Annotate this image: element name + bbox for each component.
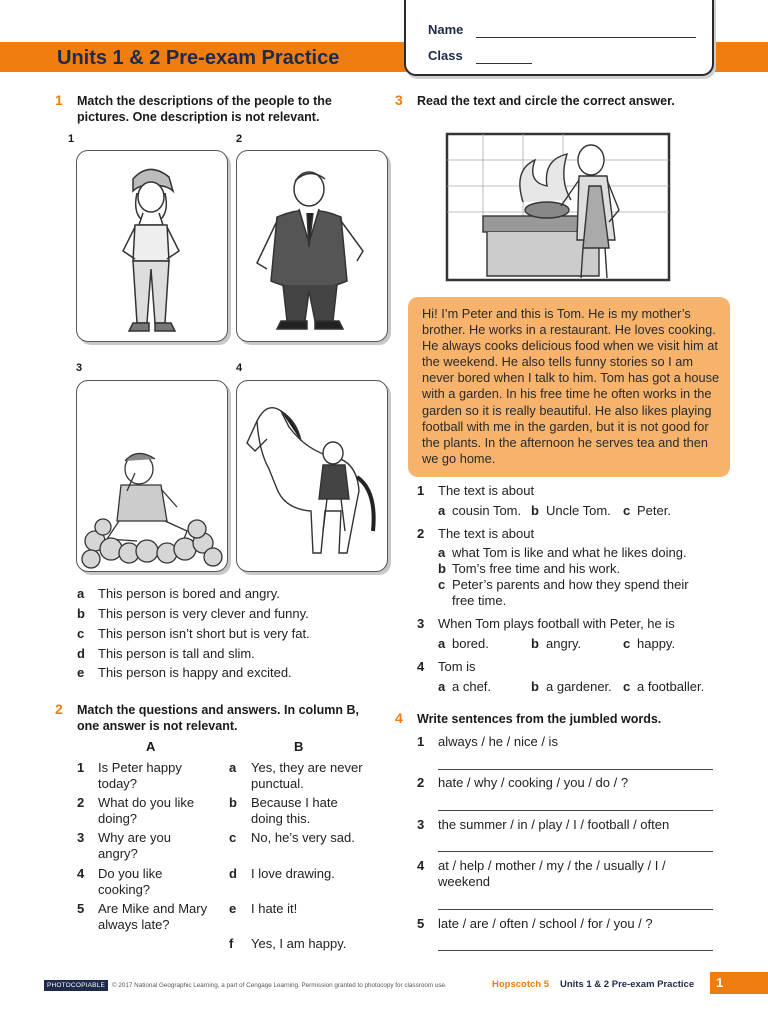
- ex4-number: 4: [395, 710, 403, 726]
- answer-letter: c: [229, 830, 237, 845]
- ex3-instruction: Read the text and circle the correct answer.: [417, 94, 675, 108]
- answer-text: Yes, I am happy.: [251, 936, 347, 951]
- option-text[interactable]: angry.: [546, 636, 582, 651]
- item-number: 5: [417, 916, 425, 931]
- ex1-instruction: Match the descriptions of the people to the pictures. One description is not relevant.: [77, 94, 332, 124]
- question-text: Do you like cooking?: [98, 866, 163, 897]
- answer-letter: a: [229, 760, 237, 775]
- ex2-instruction: Match the questions and answers. In column B, one answer is not relevant.: [77, 703, 359, 733]
- class-field[interactable]: [476, 62, 532, 64]
- answer-line[interactable]: [438, 768, 713, 770]
- question-stem: The text is about: [438, 526, 535, 541]
- answer-letter: f: [229, 936, 234, 951]
- picture-4-horse-and-boy: [236, 380, 388, 572]
- question-number: 4: [77, 866, 85, 881]
- question-text: What do you like doing?: [98, 795, 195, 826]
- option-letter[interactable]: a: [438, 679, 446, 694]
- question-number: 2: [417, 526, 425, 541]
- item-number: 1: [417, 734, 425, 749]
- answer-text: I love drawing.: [251, 866, 335, 881]
- option-letter: c: [77, 626, 85, 641]
- answer-line[interactable]: [438, 850, 713, 852]
- item-number: 3: [417, 817, 425, 832]
- option-text[interactable]: Peter’s parents and how they spend their free time.: [452, 577, 689, 608]
- question-stem: Tom is: [438, 659, 476, 674]
- reading-text: Hi! I’m Peter and this is Tom. He is my mother’s brother. He works in a restaurant. He loves cooking. He always cooks delicious food when we visit him at the weekend. He also tells funny stories so I am never bored when I talk to him. Tom has got a house with a garden. In his free time he often works in the garden so it is really beautiful. He also likes playing football with me in the garden, but it is not good for the plants. In the afternoon he serves tea and then we go home.: [422, 306, 720, 466]
- copyright-notice: © 2017 National Geographic Learning, a part of Cengage Learning. Permission granted to photocopy for classroom use.: [112, 982, 447, 989]
- page-title: Units 1 & 2 Pre-exam Practice: [57, 47, 340, 69]
- answer-letter: e: [229, 901, 237, 916]
- option-text[interactable]: Tom’s free time and his work.: [452, 561, 621, 576]
- question-stem: The text is about: [438, 483, 535, 498]
- question-number: 1: [417, 483, 425, 498]
- answer-line[interactable]: [438, 949, 713, 951]
- answer-line[interactable]: [438, 908, 713, 910]
- jumbled-words: at / help / mother / my / the / usually / I / weekend: [438, 858, 666, 889]
- question-number: 1: [77, 760, 85, 775]
- question-number: 3: [417, 616, 425, 631]
- question-number: 4: [417, 659, 425, 674]
- picture-number: 3: [76, 362, 83, 374]
- option-text[interactable]: what Tom is like and what he likes doing.: [452, 545, 687, 560]
- jumbled-words: the summer / in / play / I / football / often: [438, 817, 670, 832]
- photocopiable-badge: PHOTOCOPIABLE: [44, 980, 108, 991]
- ex2-number: 2: [55, 701, 63, 717]
- jumbled-words: late / are / often / school / for / you / ?: [438, 916, 653, 931]
- answer-line[interactable]: [438, 809, 713, 811]
- option-letter[interactable]: a: [438, 636, 446, 651]
- option-text[interactable]: a gardener.: [546, 679, 612, 694]
- option-text: This person is very clever and funny.: [98, 606, 309, 621]
- answer-text: Because I hate doing this.: [251, 795, 338, 826]
- option-text[interactable]: bored.: [452, 636, 489, 651]
- name-field[interactable]: [476, 36, 696, 38]
- option-text: This person is bored and angry.: [98, 586, 280, 601]
- option-letter[interactable]: c: [623, 679, 631, 694]
- footer-brand: Hopscotch 5: [492, 979, 550, 990]
- jumbled-words: hate / why / cooking / you / do / ?: [438, 775, 629, 790]
- answer-text: I hate it!: [251, 901, 298, 916]
- answer-letter: d: [229, 866, 237, 881]
- item-number: 4: [417, 858, 425, 873]
- ex4-instruction: Write sentences from the jumbled words.: [417, 712, 662, 726]
- picture-number: 4: [236, 362, 243, 374]
- option-text[interactable]: Uncle Tom.: [546, 503, 611, 518]
- option-letter[interactable]: c: [438, 577, 446, 592]
- option-text[interactable]: cousin Tom.: [452, 503, 522, 518]
- question-number: 3: [77, 830, 85, 845]
- question-number: 5: [77, 901, 85, 916]
- picture-1-tall-girl: [76, 150, 228, 342]
- option-letter[interactable]: b: [531, 679, 539, 694]
- option-letter: b: [77, 606, 85, 621]
- question-text: Why are you angry?: [98, 830, 171, 861]
- picture-number: 2: [236, 133, 243, 145]
- option-letter[interactable]: b: [438, 561, 446, 576]
- option-text[interactable]: Peter.: [637, 503, 671, 518]
- question-text: Are Mike and Mary always late?: [98, 901, 208, 932]
- ex3-number: 3: [395, 92, 403, 108]
- option-letter: e: [77, 665, 85, 680]
- question-stem: When Tom plays football with Peter, he is: [438, 616, 675, 631]
- class-label: Class: [428, 48, 463, 63]
- option-text: This person isn’t short but is very fat.: [98, 626, 310, 641]
- name-label: Name: [428, 22, 464, 37]
- name-class-box: [404, 0, 714, 76]
- option-letter: d: [77, 646, 85, 661]
- question-text: Is Peter happy today?: [98, 760, 182, 791]
- ex1-number: 1: [55, 92, 63, 108]
- option-text: This person is happy and excited.: [98, 665, 292, 680]
- picture-number: 1: [68, 133, 75, 145]
- footer-unit-title: Units 1 & 2 Pre-exam Practice: [560, 979, 695, 990]
- option-text[interactable]: a footballer.: [637, 679, 705, 694]
- question-number: 2: [77, 795, 85, 810]
- option-letter[interactable]: c: [623, 503, 631, 518]
- option-text: This person is tall and slim.: [98, 646, 255, 661]
- page-number: 1: [710, 972, 768, 994]
- picture-3-bored-boy: [76, 380, 228, 572]
- option-letter: a: [77, 586, 85, 601]
- jumbled-words: always / he / nice / is: [438, 734, 558, 749]
- option-letter[interactable]: b: [531, 503, 539, 518]
- answer-text: Yes, they are never punctual.: [251, 760, 363, 791]
- answer-text: No, he’s very sad.: [251, 830, 355, 845]
- picture-2-fat-man: [236, 150, 388, 342]
- option-letter[interactable]: b: [531, 636, 539, 651]
- option-text[interactable]: happy.: [637, 636, 676, 651]
- cooking-illustration: [443, 130, 673, 285]
- column-a-heading: A: [146, 739, 156, 754]
- answer-letter: b: [229, 795, 237, 810]
- column-b-heading: B: [294, 739, 304, 754]
- option-letter[interactable]: a: [438, 545, 446, 560]
- option-letter[interactable]: a: [438, 503, 446, 518]
- option-text[interactable]: a chef.: [452, 679, 492, 694]
- option-letter[interactable]: c: [623, 636, 631, 651]
- item-number: 2: [417, 775, 425, 790]
